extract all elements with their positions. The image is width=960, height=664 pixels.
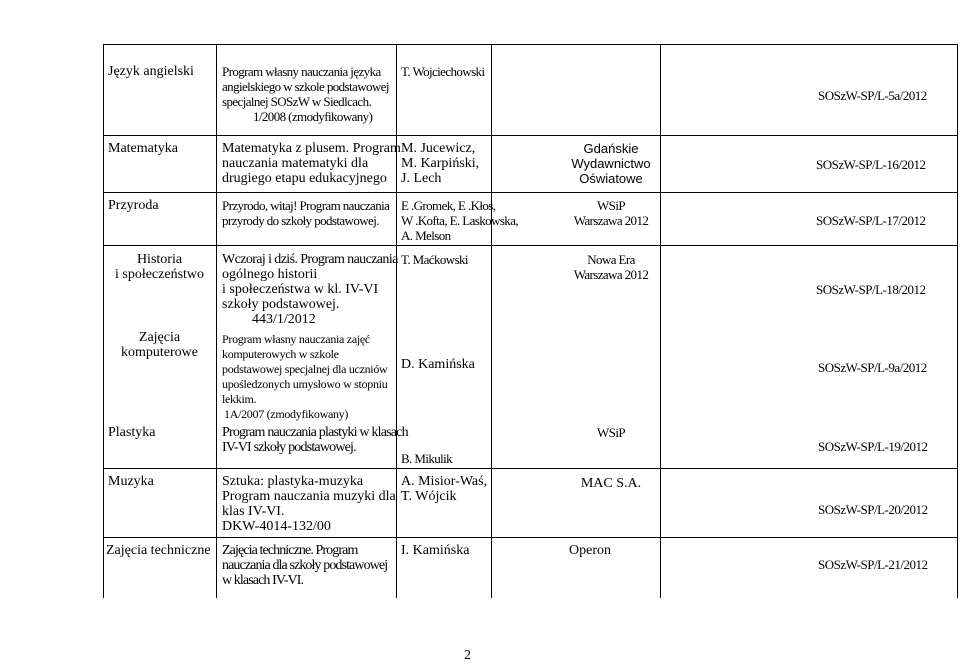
subject-text: Język angielski xyxy=(108,64,194,79)
author-text: T. Wójcik xyxy=(401,489,457,504)
program-text: nauczania dla szkoły podstawowej xyxy=(222,558,388,573)
program-text: 1A/2007 (zmodyfikowany) xyxy=(224,407,349,421)
subject-text: i społeczeństwo xyxy=(114,267,205,282)
subject-cell xyxy=(103,252,216,282)
symbol-text: SOSzW-SP/L-17/2012 xyxy=(816,213,926,228)
symbol-cell xyxy=(816,157,925,172)
subject-text: Zajęcia xyxy=(138,330,181,345)
table-border-top xyxy=(103,44,958,45)
table-border-right xyxy=(957,44,958,598)
symbol-cell xyxy=(818,502,927,517)
author-text: A. Misior-Waś, xyxy=(401,474,488,489)
program-text: Przyrodo, witaj! Program nauczania xyxy=(222,198,390,213)
program-cell xyxy=(222,252,398,327)
symbol-text: SOSzW-SP/L-19/2012 xyxy=(818,439,928,454)
program-cell xyxy=(222,141,401,186)
author-text: T. Wojciechowski xyxy=(401,64,485,79)
author-text: I. Kamińska xyxy=(401,543,470,558)
symbol-text: SOSzW-SP/L-21/2012 xyxy=(818,557,928,572)
symbol-cell xyxy=(818,88,927,103)
program-text: w klasach IV-VI. xyxy=(222,573,304,588)
symbol-cell xyxy=(818,439,927,454)
subject-text: Matematyka xyxy=(108,141,178,156)
subject-text: Muzyka xyxy=(108,474,154,489)
program-text: podstawowej specjalnej dla uczniów xyxy=(222,362,388,376)
program-cell xyxy=(222,474,396,534)
author-cell xyxy=(401,252,468,267)
program-text: 443/1/2012 xyxy=(252,312,316,327)
author-text: E .Gromek, E .Kłos, xyxy=(401,198,496,213)
subject-cell xyxy=(108,425,155,440)
program-text: przyrody do szkoły podstawowej. xyxy=(222,213,379,228)
program-text: upośledzonych umysłowo w stopniu xyxy=(222,377,388,391)
column-divider xyxy=(660,44,661,598)
publisher-text: Oświatowe xyxy=(579,171,643,186)
program-cell xyxy=(222,64,389,124)
publisher-text: WSiP xyxy=(597,198,625,213)
program-text: Program nauczania muzyki dla xyxy=(222,489,396,504)
author-text: W .Kofta, E. Laskowska, xyxy=(401,213,519,228)
subject-text: Przyroda xyxy=(108,198,159,213)
row-divider xyxy=(103,245,958,246)
publisher-text: Nowa Era xyxy=(587,252,635,267)
table-border-left xyxy=(103,44,104,598)
publisher-text: Wydawnictwo xyxy=(571,156,651,171)
author-text: J. Lech xyxy=(401,171,442,186)
program-text: Sztuka: plastyka-muzyka xyxy=(222,474,364,489)
symbol-cell xyxy=(818,557,927,572)
subject-text: komputerowe xyxy=(121,345,198,360)
program-cell xyxy=(222,198,389,228)
publisher-text: Operon xyxy=(569,543,611,558)
program-text: angielskiego w szkole podstawowej xyxy=(222,79,389,94)
publisher-cell xyxy=(491,425,731,440)
program-text: lekkim. xyxy=(222,392,257,406)
subject-cell xyxy=(108,141,178,156)
program-text: drugiego etapu edukacyjnego xyxy=(222,171,387,186)
program-cell xyxy=(222,332,387,422)
author-text: B. Mikulik xyxy=(401,451,453,466)
program-text: IV-VI szkoły podstawowej. xyxy=(222,440,356,455)
author-cell xyxy=(401,543,469,558)
author-cell xyxy=(401,474,487,504)
publisher-text: Warszawa 2012 xyxy=(573,213,649,228)
program-text: klas IV-VI. xyxy=(222,504,285,519)
publisher-cell xyxy=(569,543,611,558)
publisher-text: WSiP xyxy=(597,425,625,440)
author-cell xyxy=(401,141,479,186)
subject-cell xyxy=(108,64,194,79)
program-text: komputerowych w szkole xyxy=(222,347,339,361)
publisher-text: Warszawa 2012 xyxy=(573,267,649,282)
symbol-text: SOSzW-SP/L-18/2012 xyxy=(816,282,926,297)
program-text: Wczoraj i dziś. Program nauczania xyxy=(222,252,398,267)
symbol-cell xyxy=(818,360,927,375)
column-divider xyxy=(491,44,492,598)
row-divider xyxy=(103,135,958,136)
row-divider xyxy=(103,192,958,193)
symbol-text: SOSzW-SP/L-20/2012 xyxy=(818,502,928,517)
subject-text: Zajęcia techniczne xyxy=(106,543,211,558)
program-text: Program własny nauczania języka xyxy=(222,64,381,79)
publisher-text: MAC S.A. xyxy=(580,476,642,491)
symbol-text: SOSzW-SP/L-9a/2012 xyxy=(818,360,927,375)
symbol-text: SOSzW-SP/L-5a/2012 xyxy=(818,88,927,103)
author-cell xyxy=(401,64,484,79)
program-text: Matematyka z plusem. Program xyxy=(222,141,401,156)
program-text: ogólnego historii xyxy=(222,267,318,282)
symbol-cell xyxy=(816,213,925,228)
publisher-cell xyxy=(491,252,731,282)
subject-cell xyxy=(108,474,154,489)
program-text: 1/2008 (zmodyfikowany) xyxy=(253,109,373,124)
publisher-cell xyxy=(491,476,731,491)
column-divider xyxy=(216,44,217,598)
subject-text: Historia xyxy=(136,252,183,267)
program-text: Program nauczania plastyki w klasach xyxy=(222,425,408,440)
program-text: specjalnej SOSzW w Siedlcach. xyxy=(222,94,372,109)
author-text: T. Maćkowski xyxy=(401,252,468,267)
row-divider xyxy=(103,468,958,469)
publisher-text: Gdańskie xyxy=(583,141,639,156)
author-cell xyxy=(401,357,475,372)
program-cell xyxy=(222,425,408,455)
author-cell xyxy=(401,451,452,466)
author-text: M. Jucewicz, xyxy=(401,141,476,156)
author-text: A. Melson xyxy=(401,228,451,243)
publisher-cell xyxy=(491,198,731,228)
subject-cell xyxy=(108,198,159,213)
program-text: szkoły podstawowej. xyxy=(222,297,340,312)
subject-cell xyxy=(103,330,216,360)
author-text: D. Kamińska xyxy=(401,357,475,372)
subject-text: Plastyka xyxy=(108,425,156,440)
row-divider xyxy=(103,537,958,538)
program-text: Zajęcia techniczne. Program xyxy=(222,543,358,558)
publisher-cell xyxy=(491,141,731,186)
subject-cell xyxy=(106,543,211,558)
symbol-cell xyxy=(816,282,925,297)
program-cell xyxy=(222,543,387,588)
program-text: Program własny nauczania zajęć xyxy=(222,332,370,346)
author-text: M. Karpiński, xyxy=(401,156,480,171)
page-number: 2 xyxy=(464,648,471,663)
program-text: i społeczeństwa w kl. IV-VI xyxy=(222,282,379,297)
program-text: DKW-4014-132/00 xyxy=(222,519,331,534)
symbol-text: SOSzW-SP/L-16/2012 xyxy=(816,157,926,172)
program-text: nauczania matematyki dla xyxy=(222,156,369,171)
